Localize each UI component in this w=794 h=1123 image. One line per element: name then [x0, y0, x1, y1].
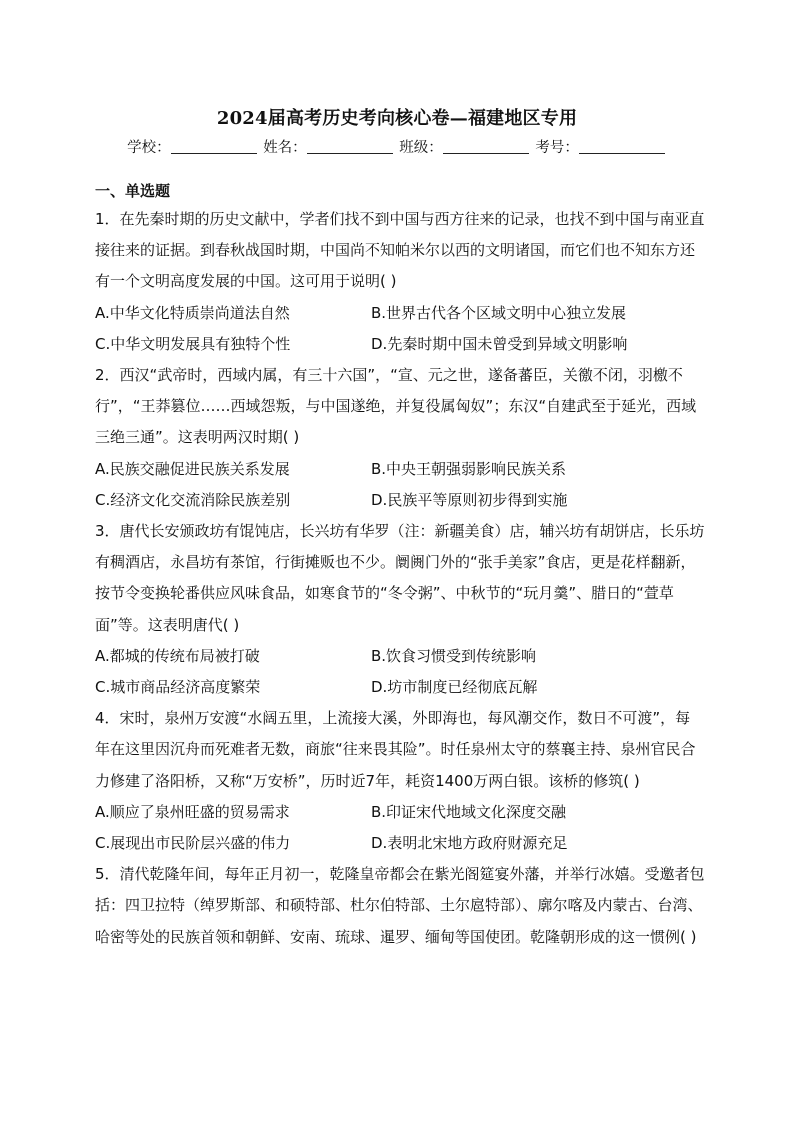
question-stem: 1．在先秦时期的历史文献中，学者们找不到中国与西方往来的记录，也找不到中国与南亚直接往来的证据。到春秋战国时期，中国尚不知帕米尔以西的文明诸国，而它们也不知东方还有一个文明高度发展的中国。这可用于说明( ): [95, 210, 705, 291]
question-options: [95, 641, 705, 703]
option-d: D.表明北宋地方政府财源充足: [371, 834, 568, 853]
question-options: [95, 454, 705, 516]
exam-number-blank: [579, 139, 665, 154]
option-c: C.城市商品经济高度繁荣: [95, 678, 261, 697]
question-stem: 4．宋时，泉州万安渡“水阔五里，上流接大溪，外即海也，每风潮交作，数日不可渡”，每年在这里因沉舟而死难者无数，商旅“往来畏其险”。时任泉州太守的蔡襄主持、泉州官民合力修建了洛阳桥，又称“万安桥”，历时近7年，耗资1400万两白银。该桥的修筑( ): [95, 709, 696, 790]
question-options: [95, 298, 705, 360]
option-b: B.饮食习惯受到传统影响: [371, 646, 537, 665]
option-d: D.坊市制度已经彻底瓦解: [371, 678, 538, 697]
name-blank: [307, 139, 393, 154]
question-5: [95, 859, 705, 953]
question-4: [95, 703, 705, 859]
option-a: A.顺应了泉州旺盛的贸易需求: [95, 802, 290, 821]
question-options: [95, 797, 705, 859]
question-3: [95, 516, 705, 703]
option-c: C.中华文明发展具有独特个性: [95, 334, 291, 353]
school-label: 学校：: [127, 140, 171, 156]
option-c: C.展现出市民阶层兴盛的伟力: [95, 834, 291, 853]
class-label: 班级：: [399, 140, 443, 156]
question-stem: 2．西汉“武帝时，西域内属，有三十六国”，“宣、元之世，遂备蕃臣，关徼不闭，羽檄不行”，“王莽篡位……西域怨叛，与中国遂绝，并复役属匈奴”；东汉“自建武至于延光，西域三绝三通”。这表明两汉时期( ): [95, 366, 697, 447]
class-blank: [443, 139, 529, 154]
section-heading: 一、单选题: [95, 182, 171, 200]
option-d: D.先秦时期中国未曾受到异域文明影响: [371, 334, 628, 353]
option-b: B.印证宋代地域文化深度交融: [371, 802, 567, 821]
school-blank: [171, 139, 257, 154]
name-label: 姓名：: [263, 140, 307, 156]
option-b: B.世界古代各个区域文明中心独立发展: [371, 303, 627, 322]
question-list: [95, 204, 705, 953]
question-stem: 3．唐代长安颁政坊有馄饨店，长兴坊有华罗（注：新疆美食）店，辅兴坊有胡饼店，长乐坊有稠酒店，永昌坊有茶馆，行街摊贩也不少。阛阓门外的“张手美家”食店，更是花样翻新，按节令变换轮番供应风味食品，如寒食节的“冬令粥”、中秋节的“玩月羹”、腊日的“萱草面”等。这表明唐代( ): [95, 522, 705, 634]
option-a: A.民族交融促进民族关系发展: [95, 459, 290, 478]
student-info-line: [0, 136, 794, 157]
question-1: [95, 204, 705, 360]
question-stem: 5．清代乾隆年间，每年正月初一，乾隆皇帝都会在紫光阁筵宴外藩，并举行冰嬉。受邀者包括：四卫拉特（绰罗斯部、和硕特部、杜尔伯特部、土尔扈特部）、廓尔喀及内蒙古、台湾、哈密等处的民族首领和朝鲜、安南、琉球、暹罗、缅甸等国使团。乾隆朝形成的这一惯例( ): [95, 865, 705, 946]
question-2: [95, 360, 705, 516]
option-d: D.民族平等原则初步得到实施: [371, 490, 568, 509]
exam-number-label: 考号：: [535, 140, 579, 156]
exam-title: 2024届高考历史考向核心卷—福建地区专用: [216, 108, 578, 129]
option-c: C.经济文化交流消除民族差别: [95, 490, 291, 509]
option-b: B.中央王朝强弱影响民族关系: [371, 459, 567, 478]
option-a: A.都城的传统布局被打破: [95, 646, 260, 665]
option-a: A.中华文化特质崇尚道法自然: [95, 303, 290, 322]
